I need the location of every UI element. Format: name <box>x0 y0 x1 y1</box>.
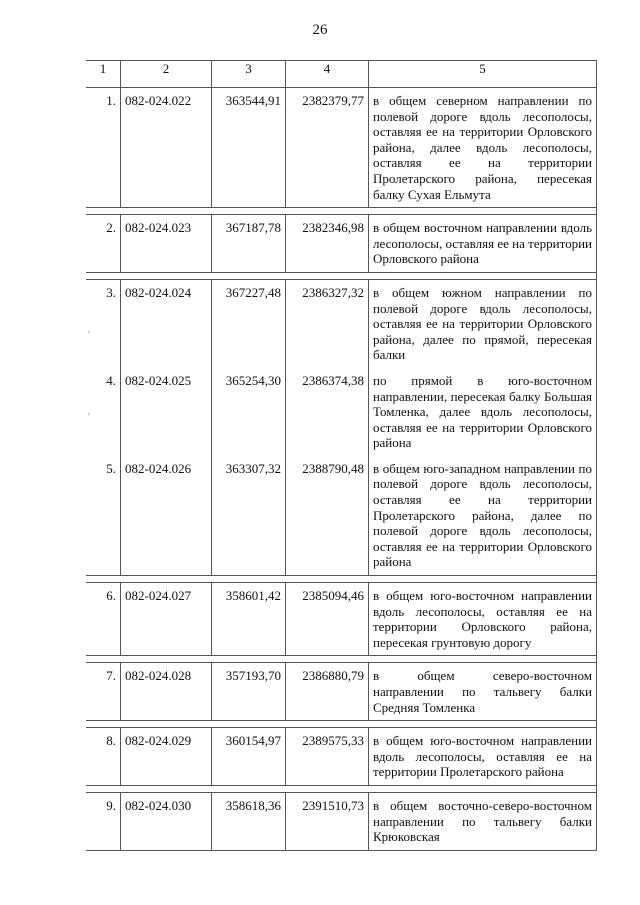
coord-x: 365254,30 <box>212 368 286 456</box>
spacer-cell <box>121 786 212 793</box>
point-code: 082-024.029 <box>121 728 212 786</box>
table-row <box>86 456 597 576</box>
coord-y: 2386880,79 <box>286 663 369 721</box>
spacer-cell <box>369 786 597 793</box>
row-spacer <box>86 786 597 793</box>
header-col-3: 3 <box>212 60 286 88</box>
spacer-cell <box>86 273 121 280</box>
table-row <box>86 368 597 456</box>
point-code: 082-024.022 <box>121 88 212 208</box>
point-number: 7. <box>86 663 121 721</box>
point-code: 082-024.027 <box>121 583 212 656</box>
boundary-points-table <box>86 60 597 851</box>
spacer-cell <box>286 576 369 583</box>
boundary-description: в общем южном направлении по полевой дороге вдоль лесополосы, оставляя ее на территории Орловского района, далее по прямой, пересекая балки <box>369 280 597 368</box>
row-spacer <box>86 721 597 728</box>
point-number: 5. <box>86 456 121 576</box>
coord-x: 357193,70 <box>212 663 286 721</box>
spacer-cell <box>212 786 286 793</box>
spacer-cell <box>212 208 286 215</box>
point-code: 082-024.023 <box>121 215 212 273</box>
row-spacer <box>86 273 597 280</box>
table-row <box>86 280 597 368</box>
boundary-description: в общем восточном направлении вдоль лесополосы, оставляя ее на территории Орловского района <box>369 215 597 273</box>
point-number: 1. <box>86 88 121 208</box>
spacer-cell <box>369 273 597 280</box>
point-code: 082-024.025 <box>121 368 212 456</box>
point-number: 9. <box>86 793 121 851</box>
table-row <box>86 88 597 208</box>
point-number: 4. <box>86 368 121 456</box>
coord-x: 360154,97 <box>212 728 286 786</box>
spacer-cell <box>121 721 212 728</box>
header-col-4: 4 <box>286 60 369 88</box>
spacer-cell <box>121 656 212 663</box>
boundary-description: в общем северном направлении по полевой дороге вдоль лесополосы, оставляя ее на территории Орловского района, далее вдоль лесополосы, оставляя ее на территории Пролетарского района, пересекая балку Сухая Ельмута <box>369 88 597 208</box>
spacer-cell <box>86 208 121 215</box>
spacer-cell <box>86 721 121 728</box>
spacer-cell <box>286 208 369 215</box>
row-spacer <box>86 656 597 663</box>
spacer-cell <box>286 273 369 280</box>
table-row <box>86 728 597 786</box>
point-number: 3. <box>86 280 121 368</box>
table-row <box>86 663 597 721</box>
boundary-description: по прямой в юго-восточном направлении, пересекая балку Большая Томленка, далее вдоль лесополосы, оставляя ее на территории Орловского района <box>369 368 597 456</box>
spacer-cell <box>212 656 286 663</box>
coord-x: 358618,36 <box>212 793 286 851</box>
spacer-cell <box>212 721 286 728</box>
point-number: 2. <box>86 215 121 273</box>
point-code: 082-024.024 <box>121 280 212 368</box>
table-body <box>86 60 597 851</box>
page-number: 26 <box>312 22 328 38</box>
coord-y: 2385094,46 <box>286 583 369 656</box>
coord-y: 2389575,33 <box>286 728 369 786</box>
table-header-row <box>86 60 597 88</box>
point-code: 082-024.030 <box>121 793 212 851</box>
coord-x: 358601,42 <box>212 583 286 656</box>
coord-y: 2386374,38 <box>286 368 369 456</box>
spacer-cell <box>286 786 369 793</box>
margin-mark: ' <box>88 412 90 423</box>
coord-x: 367187,78 <box>212 215 286 273</box>
coord-x: 363544,91 <box>212 88 286 208</box>
spacer-cell <box>86 576 121 583</box>
spacer-cell <box>86 656 121 663</box>
spacer-cell <box>121 576 212 583</box>
coord-y: 2391510,73 <box>286 793 369 851</box>
point-code: 082-024.028 <box>121 663 212 721</box>
spacer-cell <box>86 786 121 793</box>
coord-y: 2382346,98 <box>286 215 369 273</box>
spacer-cell <box>212 273 286 280</box>
spacer-cell <box>286 656 369 663</box>
boundary-description: в общем восточно-северо-восточном направлении по тальвегу балки Крюковская <box>369 793 597 851</box>
coord-x: 363307,32 <box>212 456 286 576</box>
boundary-description: в общем северо-восточном направлении по тальвегу балки Средняя Томленка <box>369 663 597 721</box>
point-code: 082-024.026 <box>121 456 212 576</box>
coord-x: 367227,48 <box>212 280 286 368</box>
coord-y: 2388790,48 <box>286 456 369 576</box>
spacer-cell <box>369 721 597 728</box>
coord-y: 2382379,77 <box>286 88 369 208</box>
boundary-description: в общем юго-западном направлении по полевой дороге вдоль лесополосы, оставляя ее на территории Пролетарского района, далее по полевой дороге вдоль лесополосы, оставляя ее на территории Орловского района <box>369 456 597 576</box>
spacer-cell <box>369 576 597 583</box>
boundary-description: в общем юго-восточном направлении вдоль лесополосы, оставляя ее на территории Пролетарского района <box>369 728 597 786</box>
point-number: 6. <box>86 583 121 656</box>
spacer-cell <box>286 721 369 728</box>
spacer-cell <box>121 208 212 215</box>
table-row <box>86 793 597 851</box>
row-spacer <box>86 576 597 583</box>
margin-mark: ' <box>88 330 90 341</box>
header-col-1: 1 <box>86 60 121 88</box>
point-number: 8. <box>86 728 121 786</box>
spacer-cell <box>369 208 597 215</box>
header-col-2: 2 <box>121 60 212 88</box>
boundary-description: в общем юго-восточном направлении вдоль лесополосы, оставляя ее на территории Орловского района, пересекая грунтовую дорогу <box>369 583 597 656</box>
spacer-cell <box>212 576 286 583</box>
spacer-cell <box>121 273 212 280</box>
table-row <box>86 583 597 656</box>
coord-y: 2386327,32 <box>286 280 369 368</box>
header-col-5: 5 <box>369 60 597 88</box>
row-spacer <box>86 208 597 215</box>
table-row <box>86 215 597 273</box>
spacer-cell <box>369 656 597 663</box>
